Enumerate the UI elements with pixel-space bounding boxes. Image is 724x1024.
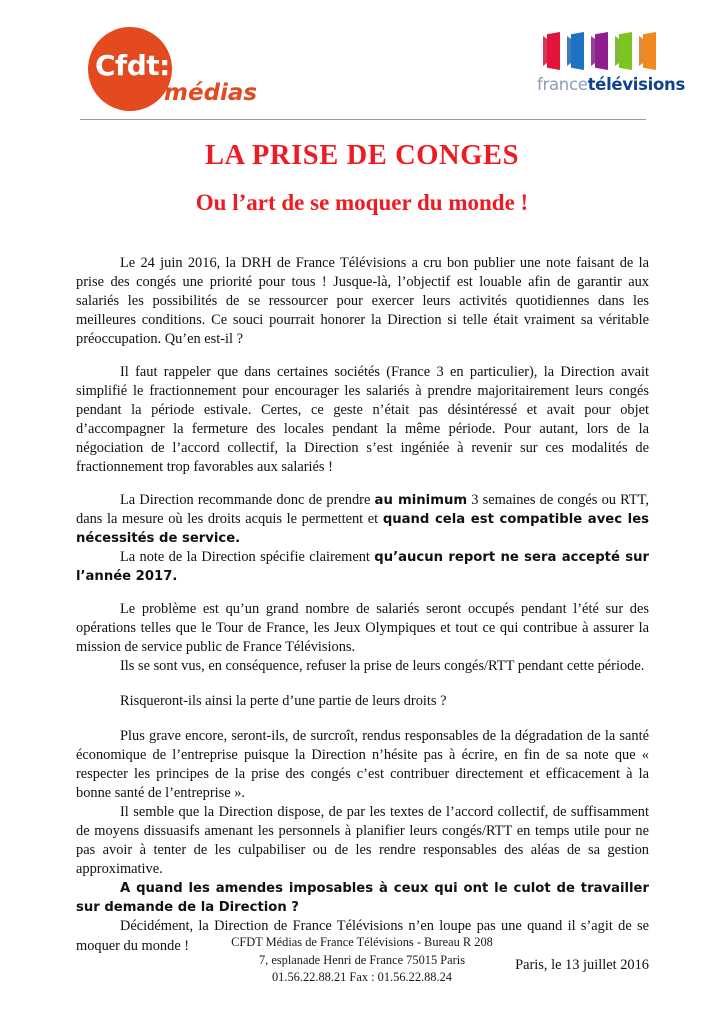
paragraph-4: [76, 548, 649, 586]
paragraph-3: [76, 491, 649, 548]
footer-line-address-office: CFDT Médias de France Télévisions - Bureau R 208: [231, 935, 493, 949]
document-footer: [0, 934, 724, 987]
paragraph-4-part-a: La note de la Direction spécifie clairement: [120, 549, 375, 566]
paragraph-8: Plus grave encore, seront-ils, de surcroît, rendus responsables de la dégradation de la santé économique de l’entreprise puisque la Direction n’hésite pas à écrire, en fin de sa note que « respecter les principes de la prise des congés c’est contribuer directement et efficacement à la bonne santé de l’entreprise ».: [76, 728, 649, 802]
paragraph-3-bold-minimum: au minimum: [374, 493, 468, 509]
paragraph-10: [76, 879, 649, 917]
page-title: LA PRISE DE CONGES: [204, 140, 520, 171]
paragraph-2: Il faut rappeler que dans certaines sociétés (France 3 en particulier), la Direction avait simplifié le fractionnement pour encourager les salariés à prendre majoritairement leurs congés pendant la période estivale. Certes, ce geste n’était pas désintéressé et avait pour objet d’accompagner la fermeture des locales pendant la même période. Pour autant, lors de la négociation de l’accord collectif, la Direction s’est ingéniée à revenir sur ces modalités de fractionnement trop favorables aux salariés !: [76, 364, 649, 476]
ftv-bar-purple: [591, 32, 608, 70]
page-subtitle: Ou l’art de se moquer du monde !: [195, 190, 529, 215]
ftv-wordmark-france: france: [537, 75, 588, 94]
footer-line-phone-fax: 01.56.22.88.21 Fax : 01.56.22.88.24: [271, 970, 452, 985]
france-televisions-logo: [537, 27, 686, 109]
paragraph-7: Risqueront-ils ainsi la perte d’une partie de leurs droits ?: [120, 693, 447, 710]
ftv-bars-icon: [543, 27, 661, 71]
paragraph-3-part-c: 3 semaines de congés ou RTT, dans la mesure où les droits acquis le permettent et: [76, 492, 649, 528]
paragraph-3-bold-compatible: quand cela est compatible avec les nécessités de service.: [76, 512, 649, 547]
paragraph-4-bold-report: qu’aucun report ne sera accepté sur l’année 2017.: [76, 550, 649, 585]
ftv-bar-blue: [567, 32, 584, 70]
signature-line: Paris, le 13 juillet 2016: [515, 956, 649, 973]
cfdt-wordmark: Cfdt:: [95, 49, 170, 82]
paragraph-5: Le problème est qu’un grand nombre de salariés seront occupés pendant l’été sur des opérations telles que le Tour de France, les Jeux Olympiques et tout ce qui contribue à assurer la mission de service public de France Télévisions.: [76, 601, 649, 656]
paragraph-1: Le 24 juin 2016, la DRH de France Télévisions a cru bon publier une note faisant de la prise des congés une priorité pour tous ! Jusque-là, l’objectif est louable afin de garantir aux salariés les possibilités de se ressourcer pour exercer leurs activités quotidiennes dans les meilleures conditions. Ce souci pourrait honorer la Direction si telle était vraiment sa véritable préoccupation. Qu’en est-il ?: [76, 255, 649, 348]
cfdt-medias-logo: [88, 24, 308, 112]
ftv-wordmark-televisions: télévisions: [587, 75, 686, 94]
ftv-bar-green: [615, 32, 632, 70]
ftv-bar-orange: [639, 32, 656, 70]
paragraph-10-bold-amendes: A quand les amendes imposables à ceux qui ont le culot de travailler sur demande de la Direction ?: [76, 881, 649, 916]
header-divider: [80, 119, 646, 120]
ftv-bar-red: [543, 32, 560, 70]
footer-line-address-street: 7, esplanade Henri de France 75015 Paris: [258, 952, 466, 967]
document-body: [76, 238, 649, 975]
paragraph-11: Décidément, la Direction de France Télévisions n’en loupe pas une quand il s’agit de se moquer du monde !: [76, 918, 649, 954]
paragraph-3-part-a: La Direction recommande donc de prendre: [120, 492, 375, 509]
paragraph-6: Ils se sont vus, en conséquence, refuser la prise de leurs congés/RTT pendant cette période.: [120, 658, 645, 675]
ftv-wordmark: [537, 77, 685, 94]
paragraph-9: Il semble que la Direction dispose, de par les textes de l’accord collectif, de suffisamment de moyens dissuasifs amenant les personnels à planifier leurs congés/RTT en temps utile pour ne pas avoir à tenter de les culpabiliser ou de les rendre responsables des aléas de sa gestion approximative.: [76, 804, 649, 878]
cfdt-medias-label: médias: [164, 80, 258, 106]
document-header: [0, 0, 724, 122]
